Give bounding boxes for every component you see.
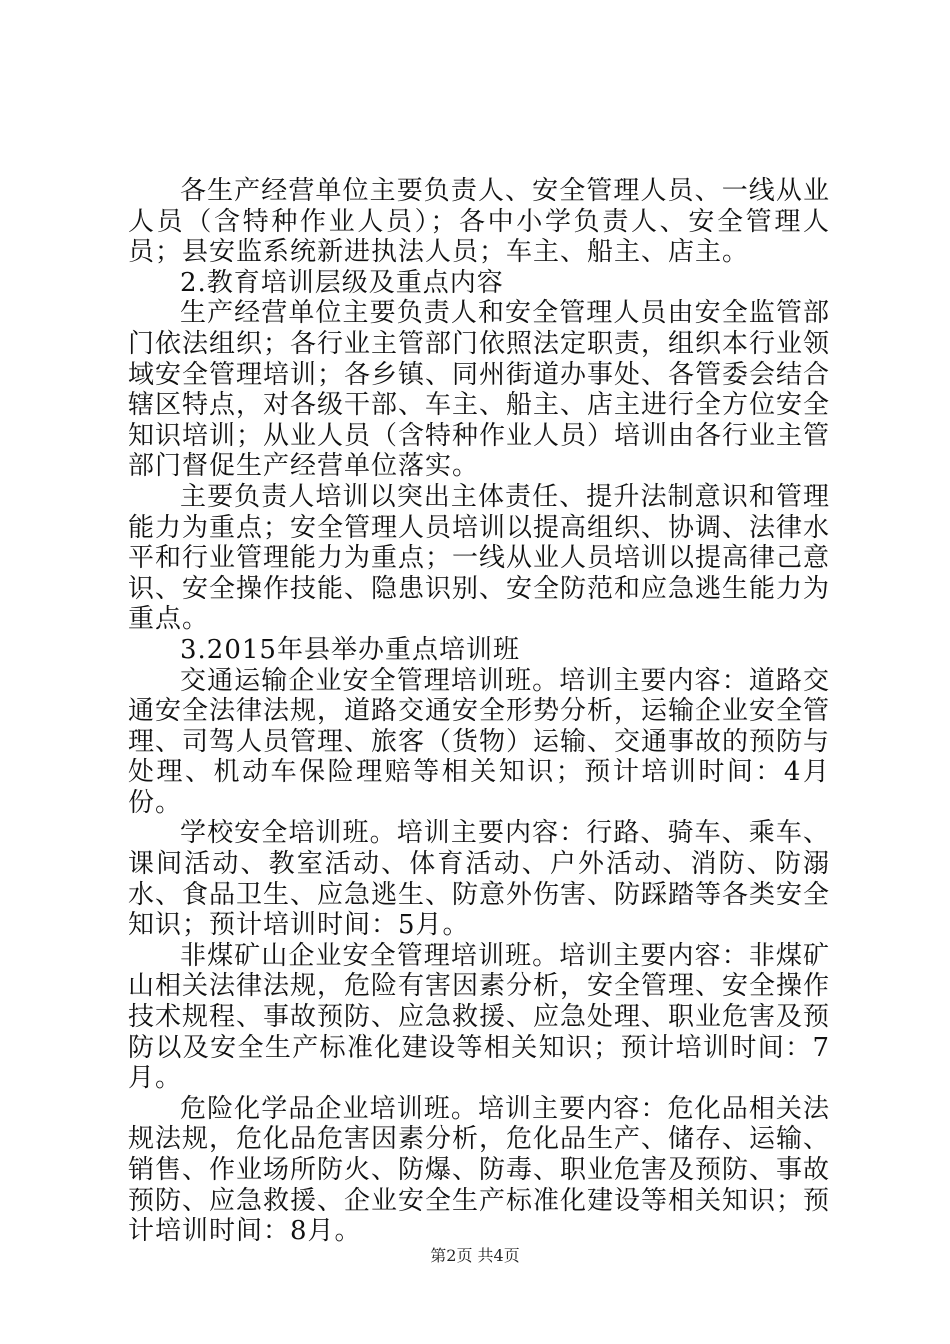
- paragraph-training-focus: 主要负责人培训以突出主体责任、提升法制意识和管理能力为重点；安全管理人员培训以提高组织、协调、法律水平和行业管理能力为重点；一线从业人员培训以提高律己意识、安全操作技能、隐患识别、安全防范和应急逃生能力为重点。: [128, 481, 831, 635]
- paragraph-participants: 各生产经营单位主要负责人、安全管理人员、一线从业人员（含特种作业人员）；各中小学负责人、安全管理人员；县安监系统新进执法人员；车主、船主、店主。: [128, 176, 830, 268]
- heading-training-levels: 2.教育培训层级及重点内容: [180, 267, 504, 298]
- paragraph-transport-course: 交通运输企业安全管理培训班。培训主要内容：道路交通安全法律法规，道路交通安全形势分析，运输企业安全管理、司驾人员管理、旅客（货物）运输、交通事故的预防与处理、机动车保险理赔等相关知识；预计培训时间：4月份。: [128, 665, 831, 818]
- paragraph-organization: 生产经营单位主要负责人和安全管理人员由安全监管部门依法组织；各行业主管部门依照法定职责，组织本行业领域安全管理培训；各乡镇、同州街道办事处、各管委会结合辖区特点，对各级干部、车主、船主、店主进行全方位安全知识培训；从业人员（含特种作业人员）培训由各行业主管部门督促生产经营单位落实。: [128, 298, 831, 482]
- paragraph-mining-course: 非煤矿山企业安全管理培训班。培训主要内容：非煤矿山相关法律法规，危险有害因素分析，安全管理、安全操作技术规程、事故预防、应急救援、应急处理、职业危害及预防以及安全生产标准化建设等相关知识；预计培训时间：7月。: [128, 940, 831, 1094]
- page-number-footer: 第2页 共4页: [430, 1246, 520, 1265]
- paragraph-school-course: 学校安全培训班。培训主要内容：行路、骑车、乘车、课间活动、教室活动、体育活动、户外活动、消防、防溺水、食品卫生、应急逃生、防意外伤害、防踩踏等各类安全知识；预计培训时间：5月。: [128, 818, 831, 941]
- paragraph-chemicals-course: 危险化学品企业培训班。培训主要内容：危化品相关法规法规，危化品危害因素分析，危化品生产、储存、运输、销售、作业场所防火、防爆、防毒、职业危害及预防、事故预防、应急救援、企业安全生产标准化建设等相关知识；预计培训时间：8月。: [128, 1093, 831, 1247]
- heading-key-courses: 3.2015年县举办重点培训班: [180, 634, 520, 665]
- document-body: [128, 176, 830, 1247]
